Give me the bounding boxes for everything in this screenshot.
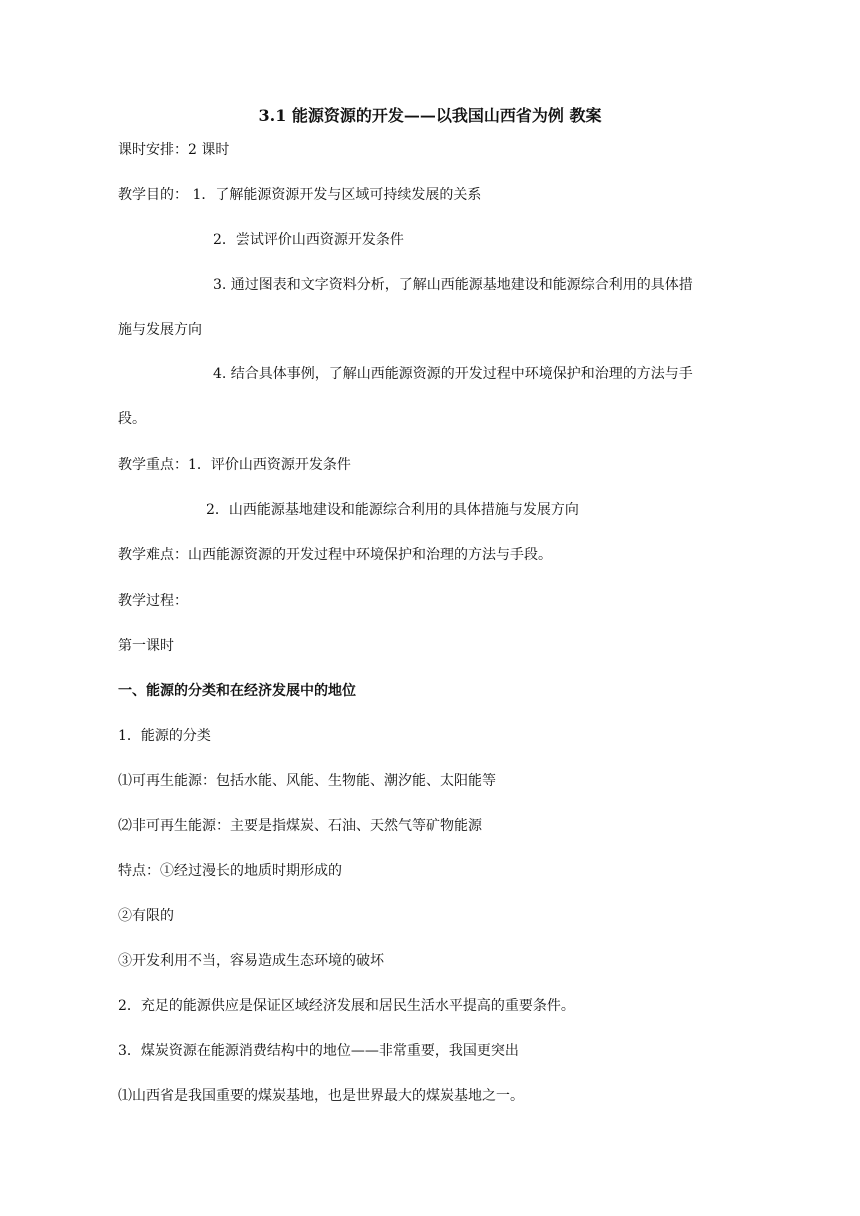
text-line: ⑴山西省是我国重要的煤炭基地，也是世界最大的煤炭基地之一。 (118, 1088, 524, 1104)
text-line: 教学重点：1．评价山西资源开发条件 (118, 457, 351, 473)
text-line: 1．能源的分类 (118, 728, 211, 744)
text-line: 3．煤炭资源在能源消费结构中的地位——非常重要，我国更突出 (118, 1043, 519, 1059)
document-title: 3.1 能源资源的开发——以我国山西省为例 教案 (258, 106, 602, 125)
text-line: 第一课时 (118, 638, 174, 654)
text-line: ⑵非可再生能源：主要是指煤炭、石油、天然气等矿物能源 (118, 818, 482, 834)
text-line: 特点：①经过漫长的地质时期形成的 (118, 863, 342, 879)
section-heading: 一、能源的分类和在经济发展中的地位 (118, 683, 356, 699)
text-line: ②有限的 (118, 908, 174, 924)
text-line: 教学过程： (118, 593, 188, 609)
text-line: 2．山西能源基地建设和能源综合利用的具体措施与发展方向 (206, 502, 579, 518)
text-line: 教学难点：山西能源资源的开发过程中环境保护和治理的方法与手段。 (118, 547, 552, 563)
text-line: ③开发利用不当，容易造成生态环境的破坏 (118, 953, 384, 969)
text-line: ⑴可再生能源：包括水能、风能、生物能、潮汐能、太阳能等 (118, 773, 496, 789)
text-line: 2．尝试评价山西资源开发条件 (213, 232, 404, 248)
text-line: 段。 (118, 411, 146, 427)
text-line: 课时安排：2 课时 (118, 142, 230, 158)
text-line: 施与发展方向 (118, 322, 202, 338)
text-line: 3. 通过图表和文字资料分析，了解山西能源基地建设和能源综合利用的具体措 (213, 277, 693, 293)
text-line: 教学目的： 1．了解能源资源开发与区域可持续发展的关系 (118, 187, 482, 203)
text-line: 4. 结合具体事例，了解山西能源资源的开发过程中环境保护和治理的方法与手 (213, 366, 693, 382)
text-line: 2．充足的能源供应是保证区域经济发展和居民生活水平提高的重要条件。 (118, 998, 575, 1014)
